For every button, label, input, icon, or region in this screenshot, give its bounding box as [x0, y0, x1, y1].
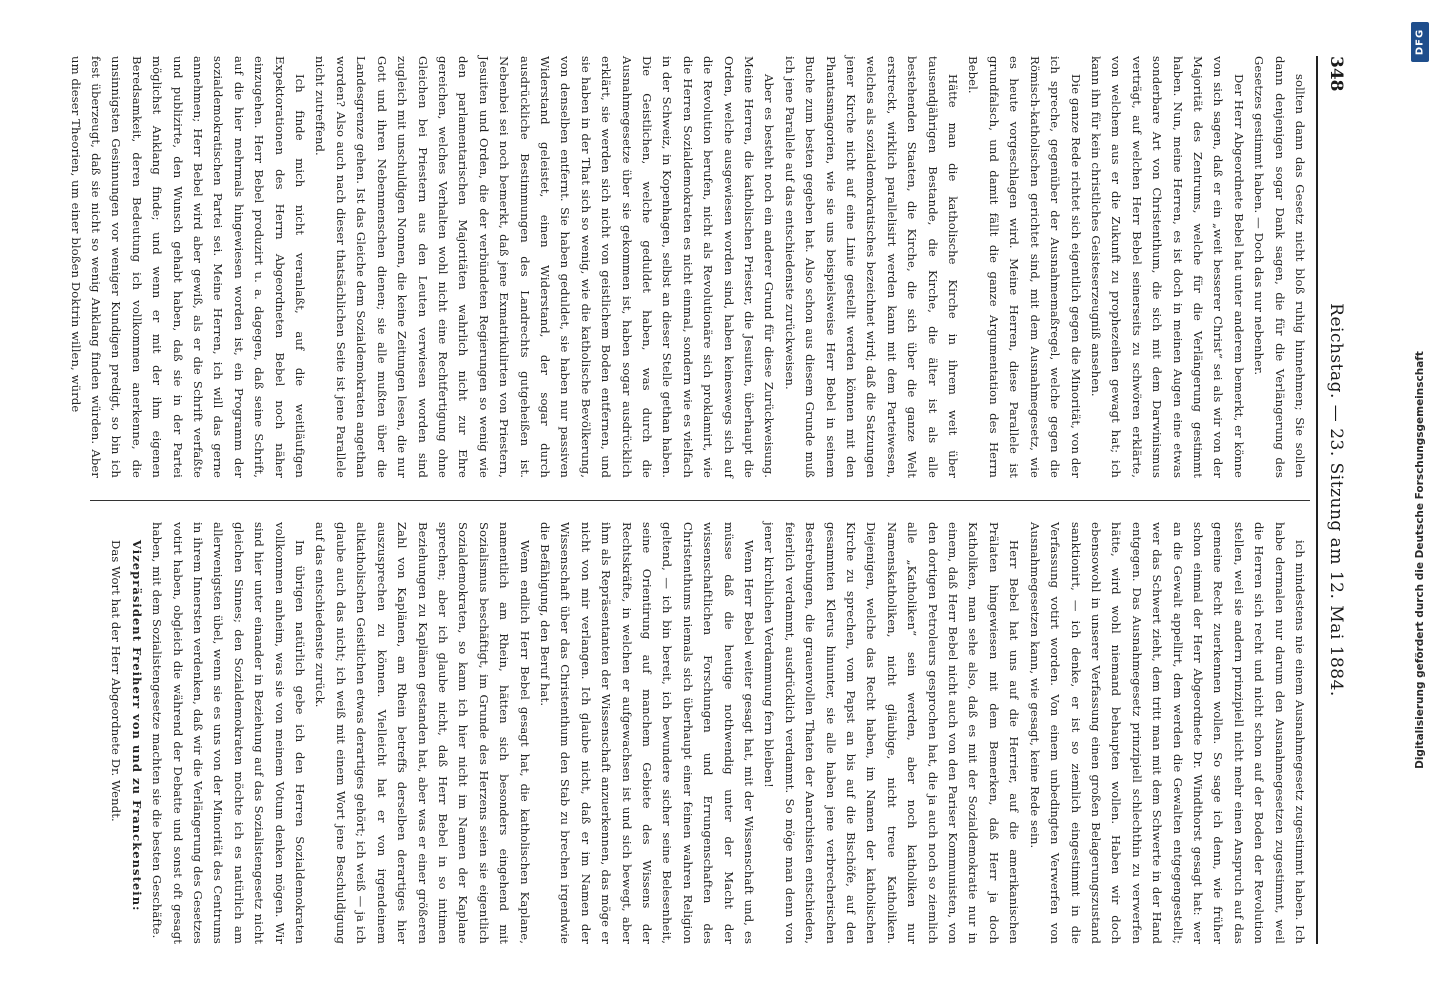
paragraph: Wenn endlich Herr Bebel gesagt hat, die katholischen Kaplane, namentlich am Rhein, hätten sich besonders eingehend mit Sozialismus beschäftigt, im Grunde des Herzens seien sie eigentlich Sozialdemokraten, so kann ich hier nicht im Namen der Kaplane sprechen; aber ich glaube nicht, daß Herr Bebel in so intimen Beziehungen zu Kaplänen gestanden hat, aber was er einer größeren Zahl von Kaplänen, am Rhein betreffs derselben derartiges hier auszusprechen zu können. Vielleicht hat er von irgendeinem altkatholischen Geistlichen etwas derartiges gehört; ich weiß — ja ich glaube auch das nicht; ich weiß mit einem Wort jene Beschuldigung auf das entschiedenste zurück.	[313, 522, 532, 944]
paragraph: Die ganze Rede richtet sich eigentlich gegen die Minorität, von der ich spreche, gegenüber der Ausnahmemaßregel, welche gegen die Römisch-katholischen gerichtet sind, mit dem Ausnahmegesetz, wie es heute vorgeschlagen wird. Meine Herren, diese Parallele ist grundfalsch, und damit fällt die ganze Argumentation des Herrn Bebel.	[966, 56, 1083, 478]
speaker-line: Vizepräsident Freiherr von und zu Franckenstein:	[129, 540, 144, 912]
running-head: Reichstag. — 23. Sitzung am 12. Mai 1884.	[1326, 303, 1346, 697]
paragraph: Wenn Herr Bebel weiter gesagt hat, mit der Wissenschaft und, es müsse daß die heutige nothwendig unter der Macht der wissenschaftlichen Forschungen und Errungenschaften des Christenthums niemals sich überhaupt einer feinen wahren Religion geltend, — ich bin bereit, ich bewundere sicher seine Belesenheit, seine Orientirung auf manchem Gebiete des Wissens der Rechtskräfte, in welchen er aufgewachsen ist und sich bewegt, aber ihm als Repräsentanten der Wissenschaft anzuerkennen, das möge er nicht von mir verlangen. Ich glaube nicht, daß er im Namen der Wissenschaft über das Christenthum den Stab zu brechen irgendwie die Befähigung, den Beruf hat.	[537, 522, 757, 944]
paragraph: Herr Bebel hat uns auf die Herrier, auf die amerikanischen Prälaten hingewiesen mit dem Bemerken, daß Herr ja doch Katholiken, man sehe also, daß es mit der Sozialdemokratie nur in einem, daß Herr Bebel nicht auch von den Pariser Kommunisten, von den dortigen Petroleurs gesprochen hat, die ja auch noch so ziemlich alle „Katholiken“ sein werden, aber noch katholiken nur Namenskatholiken, nicht gläubige, nicht treue Katholiken. Diejenigen, welche das Recht haben, im Namen der katholischen Kirche zu sprechen, vom Papst an bis auf die Bischöfe, auf den gesammten Klerus hinunter, sie alle haben jene verbrecherischen Bestrebungen, die grauenvollen Thaten der Anarchisten entschieden, feierlich verdammt, ausdrücklich verdammt. So möge man denn von jener kirchlichen Verdammung fern bleiben!	[762, 522, 1022, 944]
column-divider	[90, 500, 1310, 501]
header-rule	[1316, 56, 1318, 944]
scanned-page	[56, 20, 1376, 980]
running-header	[1320, 56, 1346, 944]
paragraph: Ich finde mich nicht veranlaßt, auf die weitläufigen Expektorationen des Herrn Abgeordneten Bebel noch näher einzugehen. Herr Bebel produzirt u. a. dagegen, daß seine Schrift, auf die hier mehrmals hingewiesen worden ist, ein Programm der sozialdemokratischen Partei sei. Meine Herren, ich will das gerne annehmen; Herr Bebel wird aber gewiß, als er die Schrift verfaßte und publizirte, den Wunsch gehabt haben, daß sie in der Partei möglichst Anklang finde; und wenn er mit der ihm eigenen Beredsamkeit, deren Bedeutung ich vollkommen anerkenne, die unsinnigsten Gesinnungen vor weniger Kundigen predigt, so bin ich fest überzeugt, daß sie nicht so wenig Anklang finden würden. Aber um dieser Theorien, um einer bloßen Doktrin willen, würde	[68, 56, 308, 478]
dfg-sidebar	[1408, 0, 1432, 1000]
dfg-credit: Digitalisierung gefördert durch die Deutsche Forschungsgemeinschaft	[1414, 351, 1426, 769]
right-column	[90, 522, 1310, 944]
paragraph: Der Herr Abgeordnete Bebel hat unter anderem bemerkt, er könne von sich sagen, daß er ein „weit besserer Christ“ sei als wir von der Majorität des Zentrums, welche für die Verlängerung gestimmt haben. Nun, meine Herren, es ist doch in meinen Augen eine etwas sonderbare Art von Christenthum, die sich mit dem Darwinismus verträgt, auf welchen Herr Bebel seinerseits zu schwören erklärte, von welchem aus er die Zukunft zu prophezeihen gewagt hat; ich kann ihn für kein christliches Geisteserzeugniß ansehen.	[1088, 56, 1246, 478]
dfg-logo	[1411, 22, 1429, 62]
paragraph: Das Wort hat der Herr Abgeordnete Dr. Wendt.	[109, 540, 124, 822]
dfg-logo-text: DFG	[1414, 28, 1426, 56]
left-column	[68, 56, 1310, 478]
page-number: 348	[1326, 56, 1346, 92]
paragraph: Aber es besteht noch ein anderer Grund für diese Zurückweisung. Meine Herren, die katholischen Priester, die Jesuiten, überhaupt die Orden, welche ausgewiesen worden sind, haben keineswegs sich auf die Revolution berufen, nicht als Revolutionäre sich proklamirt, wie die Herren Sozialdemokraten es nicht einmal, sondern wie es vielfach in der Schweiz, in Kopenhagen, selbst an dieser Stelle gethan haben. Die Geistlichen, welche geduldet haben, was durch die Ausnahmegesetze über sie gekommen ist, haben sogar ausdrücklich erklärt, sie werden sich nicht von geistlichem Boden entfernen, und sie haben in der That sich so wenig, wie die katholische Bevölkerung, von denselben entfernt. Sie haben geduldet, sie haben nur passiven Widerstand geleistet, einen Widerstand, der sogar durch ausdrückliche Bestimmungen des Landrechts gutgeheißen ist. Nebenbei sei noch bemerkt, daß jene Exmatrikulirten von Priestern, Jesuiten und Orden, die der verbündeten Regierungen so wenig wie den parlamentarischen Majoritäten wahrlich nicht zur Ehre gereichen, welches Verhalten wohl nicht eine Rechtfertigung ohne Gleichen bei Priestern aus den Leuten verwiesen worden sind zugleich mit unschuldigen Nonnen, die keine Zeitungen lesen, die nur Gott und ihren Nebenmenschen dienen; sie alle mußten über die Landesgrenze gehen. Ist das Gleiche dem Sozialdemokraten angethan worden? Also auch nach dieser thatsächlichen Seite ist jene Parallele nicht zutreffend.	[313, 56, 777, 478]
paragraph: ich mindestens nie einem Ausnahmegesetz zugestimmt haben. Ich habe dermalen nur darum den Ausnahmegesetzen zugestimmt, weil die Herren sich recht und nicht schon auf der Boden der Revolution stellen, weil sie andern prinzipiell nicht mehr einen Anspruch auf das gemeine Recht zuerkennen wollen. So sage ich denn, wie früher schon einmal der Herr Abgeordnete Dr. Windthorst gesagt hat: wer an die Gewalt appellirt, dem werden die Gewalten entgegengestellt; wer das Schwert zieht, dem tritt man mit dem Schwerte in der Hand entgegen. Das Ausnahmegesetz prinzipiell schlechthin zu verwerfen hätte, wird wohl niemand behaupten wollen. Haben wir doch ebensowohl in unserer Verfassung einen großen Belagerungszustand sanktionirt, — ich denke, er ist so ziemlich eingestimmt in die Verfassung votirt worden. Von einem unbedingten Verwerfen von Ausnahmegesetzen kann, wie gesagt, keine Rede sein.	[1027, 522, 1307, 944]
paragraph: Hätte man die katholische Kirche in ihrem weit über tausendjährigen Bestande, die Kirche, die älter ist als alle bestehenden Staaten, die Kirche, die sich über die ganze Welt erstreckt, wirklich parallelisirt werden kann mit dem Parteiwesen, welches als sozialdemokratisches bezeichnet wird; daß die Satzungen jener Kirche nicht auf eine Linie gestellt werden können mit den Phantasmagorien, wie sie uns beispielsweise Herr Bebel in seinem Buche zum besten gegeben hat. Also schon aus diesem Grunde muß ich jene Parallele auf das entschiedenste zurückweisen.	[782, 56, 961, 478]
paragraph: Im übrigen natürlich gebe ich den Herren Sozialdemokraten vollkommen anheim, was sie von meinem Votum denken mögen. Wir sind hier unter einander in Beziehung auf das Sozialistengesetz nicht gleichen Sinnes; den Sozialdemokraten möchte ich es natürlich am allerwenigsten übel, wenn sie es uns von der Minorität des Centrums in ihrem Innersten verdenken, daß wir die Verlängerung des Gesetzes votirt haben, obgleich die während der Debatte und sonst oft gesagt haben, mit dem Sozialistengesetze machten sie die besten Geschäfte.	[150, 522, 308, 944]
paragraph: sollten dann das Gesetz nicht bloß ruhig hinnehmen; Sie sollen dann denjenigen sogar Dank sagen, die für die Verlängerung des Gesetzes gestimmt haben. — Doch das nur nebenher.	[1252, 56, 1307, 478]
